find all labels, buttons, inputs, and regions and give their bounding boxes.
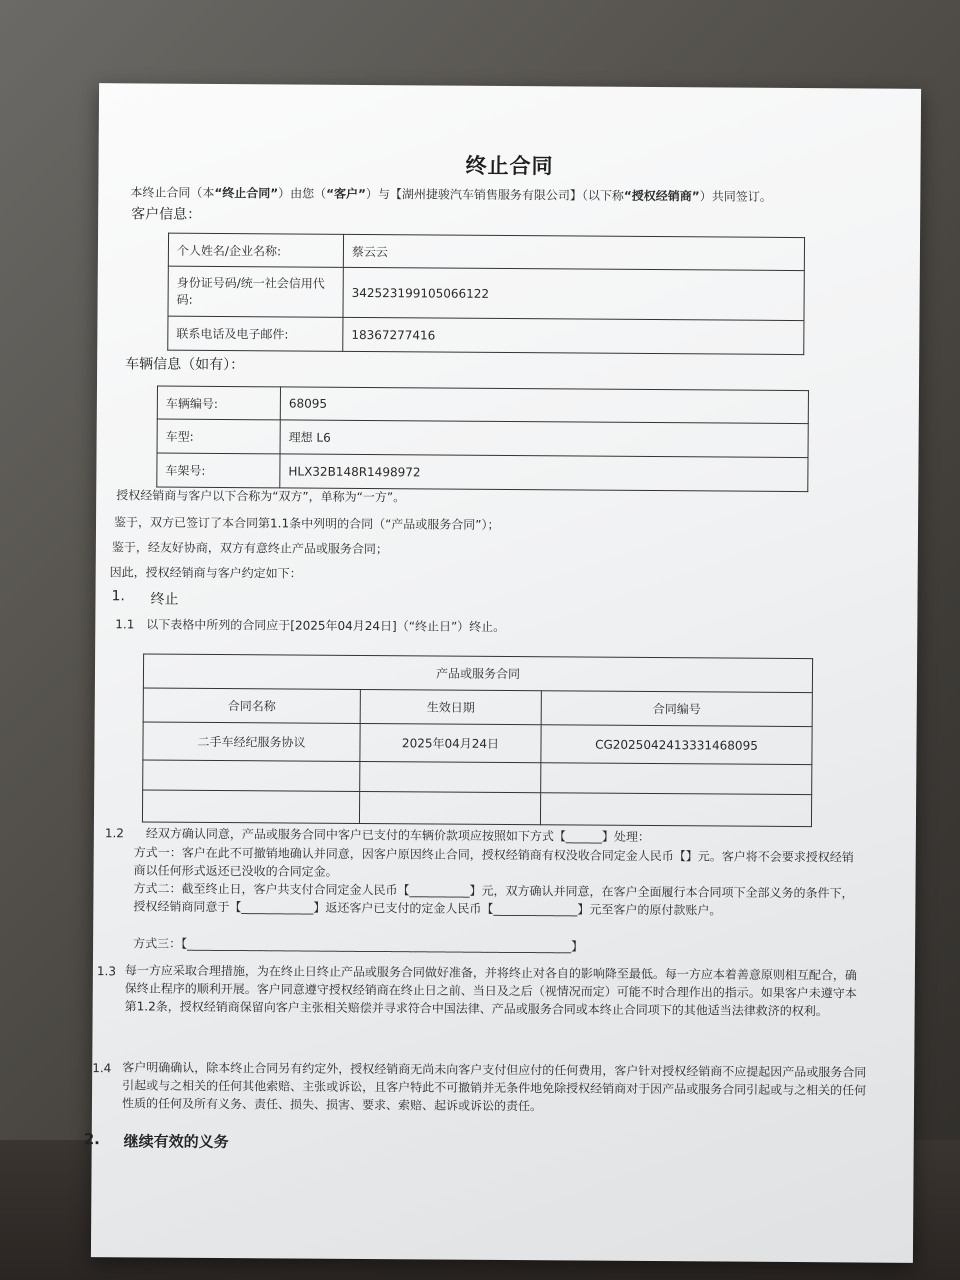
section1-number: 1. <box>111 588 125 605</box>
clause-1-3-text: 每一方应采取合理措施，为在终止日终止产品或服务合同做好准备，并将终止对各自的影响降至最低。每一方应本着善意原则相互配合，确保终止程序的顺利开展。客户同意遵守授权经销商在终止日之前、当日及之后（视情况而定）可能不时合理作出的指示。如果客户未遵守本第1.2条，授权经销商保留向客户主张相关赔偿并寻求符合中国法律、产品或服务合同或本终止合同项下的其他适当法律救济的权利。 <box>124 963 857 1019</box>
clause-1-2-text: 经双方确认同意，产品或服务合同中客户已支付的车辆价款项应按照如下方式【______】处理： <box>145 826 650 845</box>
clause-1-2-number: 1.2 <box>104 826 125 841</box>
customer-row <box>168 233 804 270</box>
intro-bold: “客户” <box>326 186 366 202</box>
vehicle-value: HLX32B148R1498972 <box>280 454 808 492</box>
intro-text: ）与【湖州捷骏汽车销售服务有限公司】（以下称 <box>365 187 624 203</box>
recital-signed: 鉴于，双方已签订了本合同第1.1条中列明的合同（“产品或服务合同”）； <box>113 515 500 532</box>
customer-value: 342523199105066122 <box>343 267 804 320</box>
clause-1-4-text: 客户明确确认，除本终止合同另有约定外，授权经销商无尚未向客户支付但应付的任何费用，客户针对授权经销商不应提起因产品或服务合同引起或与之相关的任何其他索赔、主张或诉讼，且客户特此不可撤销并无条件地免除授权经销商对于因产品或服务合同引起或与之相关的任何性质的任何及所有义务、责任、损失、损害、要求、索赔、起诉或诉讼的责任。 <box>121 1060 867 1114</box>
recital-intent: 鉴于，经友好协商，双方有意终止产品或服务合同； <box>111 540 388 557</box>
customer-table <box>167 233 805 355</box>
clause-1-4-number: 1.4 <box>92 1061 112 1076</box>
intro-text: 本终止合同（本 <box>130 185 215 200</box>
vehicle-label: 车架号: <box>157 453 280 488</box>
intro-bold: “授权经销商” <box>623 188 700 204</box>
intro-text: ）共同签订。 <box>699 189 772 204</box>
customer-label: 个人姓名/企业名称: <box>168 233 343 267</box>
cell-contract-name: 二手车经纪服务协议 <box>143 722 360 762</box>
vehicle-heading: 车辆信息（如有）： <box>125 356 245 374</box>
vehicle-table <box>156 386 809 493</box>
header-contract-name: 合同名称 <box>143 688 360 724</box>
contracts-table <box>142 653 813 827</box>
vehicle-row <box>157 453 808 492</box>
intro-bold: “终止合同” <box>214 185 279 201</box>
vehicle-value: 68095 <box>280 387 808 424</box>
table-row <box>143 760 812 795</box>
clause-1-2-option-1: 方式一：客户在此不可撤销地确认并同意，因客户原因终止合同，授权经销商有权没收合同定金人民币【】元。客户将不会要求授权经销商以任何形式返还已没收的合同定金。 <box>133 845 854 879</box>
document-page <box>83 83 921 1263</box>
cell-effective-date: 2025年04月24日 <box>360 723 541 762</box>
vehicle-value: 理想 L6 <box>280 420 808 458</box>
section2-title: 继续有效的义务 <box>123 1132 229 1152</box>
cell-effective-date <box>359 791 540 824</box>
header-contract-number: 合同编号 <box>541 691 812 727</box>
cell-contract-number <box>541 763 812 795</box>
customer-value: 18367277416 <box>343 317 804 354</box>
cell-contract-number: CG2025042413331468095 <box>541 725 812 765</box>
contracts-caption-row <box>143 654 812 693</box>
clause-1-3-number: 1.3 <box>96 964 117 979</box>
vehicle-row <box>157 386 808 424</box>
section1-title: 终止 <box>150 591 179 608</box>
cell-effective-date <box>360 761 541 792</box>
table-row <box>143 722 812 765</box>
clause-1-1-number: 1.1 <box>115 617 135 632</box>
cell-contract-name <box>142 790 359 824</box>
customer-row <box>168 316 804 354</box>
table-row <box>142 790 811 827</box>
clause-1-2-option-2: 方式二：截至终止日，客户共支付合同定金人民币【__________】元，双方确认并同意，在客户全面履行本合同项下全部义务的条件下，授权经销商同意于【____________】返还客户已支付的定金人民币【______________】元至客户的原付款账户。 <box>133 881 854 918</box>
document-title: 终止合同 <box>465 153 554 179</box>
header-effective-date: 生效日期 <box>360 689 541 724</box>
vehicle-label: 车型: <box>157 419 280 454</box>
intro-text: ）由您（ <box>278 186 327 201</box>
recital-parties: 授权经销商与客户以下合称为“双方”，单称为“一方”。 <box>116 488 406 505</box>
recital-agreement: 因此，授权经销商与客户约定如下： <box>109 565 302 581</box>
intro-line <box>130 184 772 204</box>
customer-heading: 客户信息： <box>131 206 202 223</box>
clause-1-2-option-3: 方式三：【________________________________________________________________】 <box>133 936 584 954</box>
cell-contract-name <box>143 760 360 792</box>
clause-1-1-text: 以下表格中所列的合同应于[2025年04月24日]（“终止日”）终止。 <box>146 617 506 634</box>
vehicle-row <box>157 419 808 458</box>
customer-label: 联系电话及电子邮件: <box>168 316 343 351</box>
vehicle-label: 车辆编号: <box>157 386 280 420</box>
cell-contract-number <box>540 793 811 827</box>
customer-label: 身份证号码/统一社会信用代码: <box>168 266 343 317</box>
contracts-caption: 产品或服务合同 <box>143 654 812 693</box>
section2-number: 2. <box>83 1130 100 1149</box>
customer-row <box>168 266 804 320</box>
customer-value: 蔡云云 <box>343 234 804 270</box>
contracts-header-row <box>143 688 812 727</box>
